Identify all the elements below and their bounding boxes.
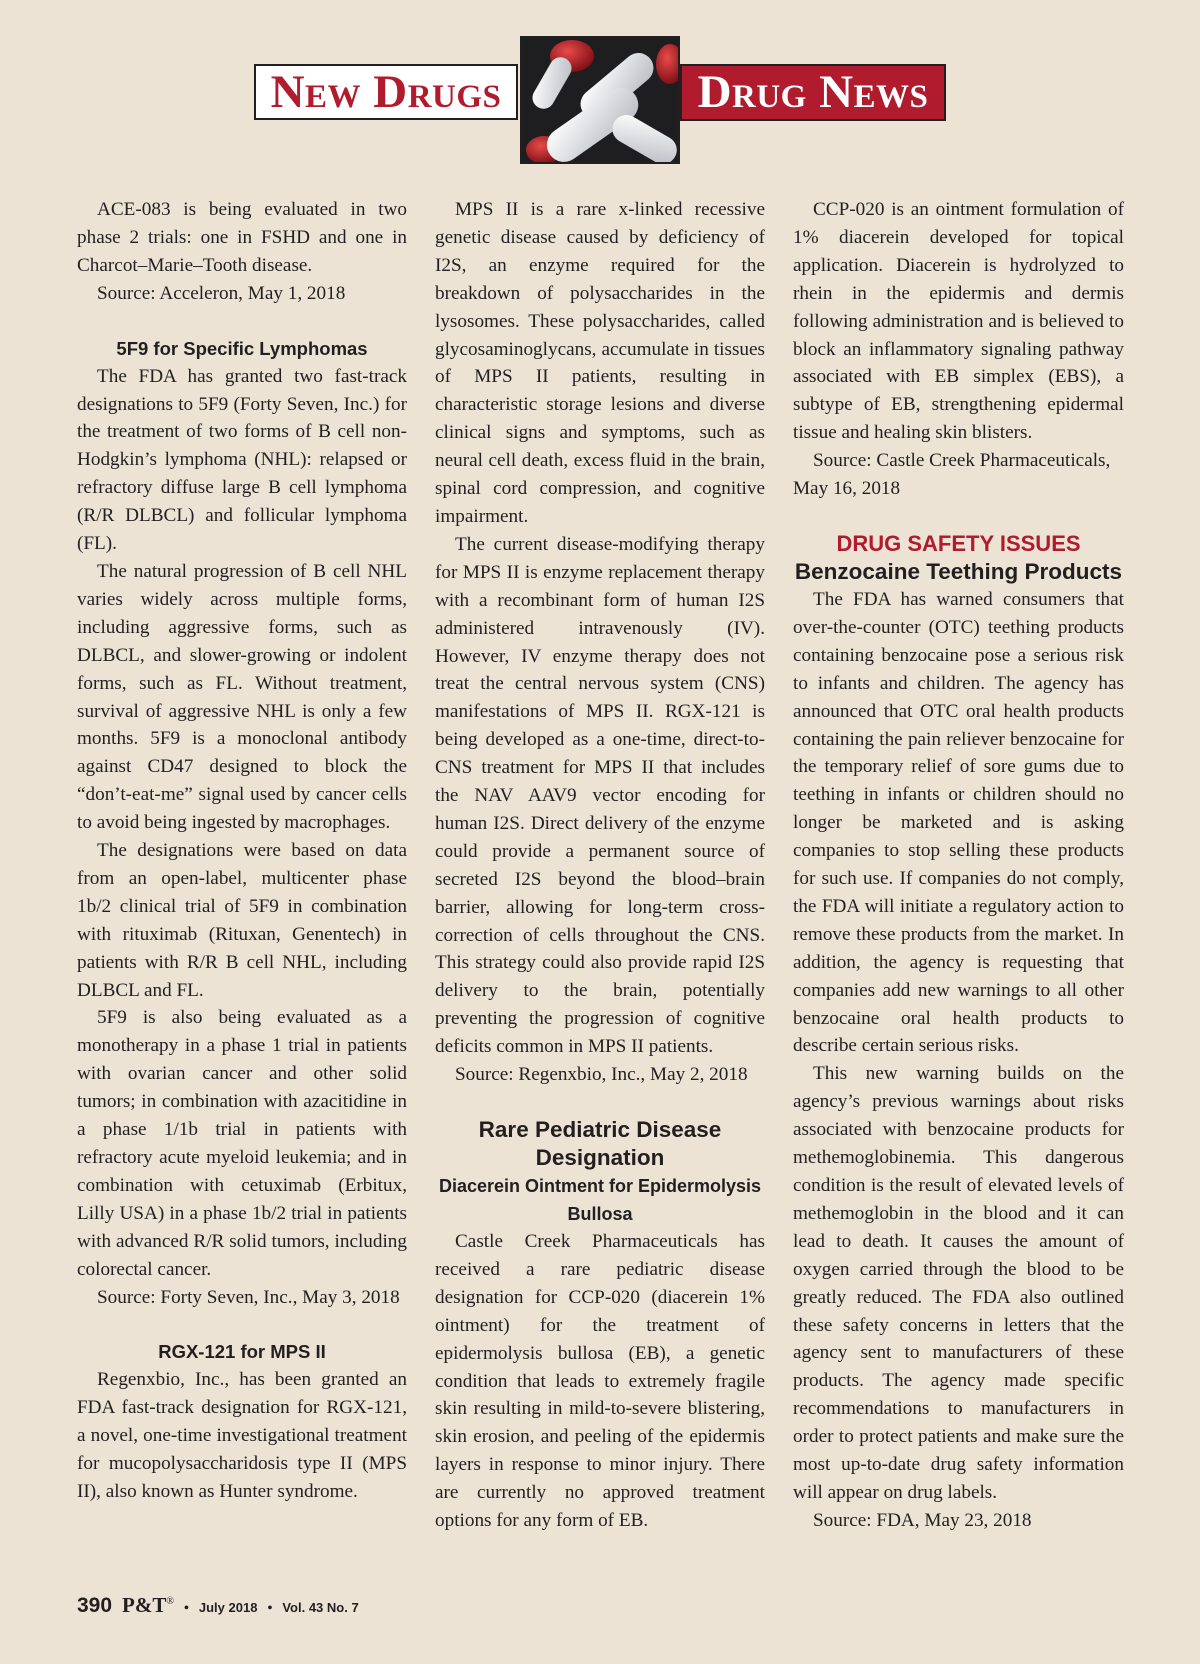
paragraph: This new warning builds on the agency’s previous warnings about risks associated with benzocaine products for methemoglobinemia. This dangerous condition is the result of elevated levels of methemoglobin in the blood and it can lead to death. It causes the amount of oxygen carried through the blood to be greatly reduced. The FDA also outlined these safety concerns in letters that the agency sent to manufacturers of these products. The agency made specific recommendations to manufacturers in order to protect patients and make sure the most up-to-date drug safety information will appear on drug labels. — [793, 1063, 1124, 1503]
paragraph: The current disease-modifying therapy for MPS II is enzyme replacement therapy with a recombinant form of human I2S administered intravenously (IV). However, IV enzyme therapy does not treat the central nervous system (CNS) manifestations of MPS II. RGX-121 is being developed as a one-time, direct-to-CNS treatment for MPS II that includes the NAV AAV9 vector encoding for human I2S. Direct delivery of the enzyme could provide a permanent source of secreted I2S beyond the blood–brain barrier, allowing for long-term cross-correction of cells throughout the CNS. This strategy could also provide rapid I2S delivery to the brain, potentially preventing the progression of cognitive deficits common in MPS II patients. — [435, 533, 765, 1058]
registered-mark: ® — [166, 1596, 174, 1607]
issue-date: July 2018 — [198, 1600, 258, 1615]
paragraph: The FDA has granted two fast-track designations to 5F9 (Forty Seven, Inc.) for the treatment of two forms of B cell non-Hodgkin’s lymphoma (NHL): relapsed or refractory diffuse large B cell lymphoma (R/R DLBCL) and follicular lymphoma (FL). — [77, 365, 407, 555]
volume-issue: Vol. 43 No. 7 — [282, 1600, 359, 1615]
paragraph: The natural progression of B cell NHL varies widely across multiple forms, including aggressive forms, such as DLBCL, and slower-growing or indolent forms, such as FL. Without treatment, survival of aggressive NHL is only a few months. 5F9 is a monoclonal antibody against CD47 designed to block the “don’t-eat-me” signal used by cancer cells to avoid being ingested by macrophages. — [77, 560, 407, 834]
separator: • — [267, 1601, 273, 1616]
subheading-diacerein: Diacerein Ointment for Epidermolysis Bullosa — [438, 1176, 762, 1224]
new-drugs-banner — [254, 64, 518, 120]
source-line: Source: Regenxbio, Inc., May 2, 2018 — [455, 1064, 748, 1086]
paragraph: MPS II is a rare x-linked recessive genetic disease caused by deficiency of I2S, an enzyme required for the breakdown of polysaccharides in the lysosomes. These polysaccharides, called glycosaminoglycans, accumulate in tissues of MPS II patients, resulting in characteristic storage lesions and diverse clinical signs and symptoms, such as neural cell death, excess fluid in the brain, spinal cord compression, and cognitive impairment. — [435, 199, 765, 527]
source-line: Source: Castle Creek Pharmaceuticals, May 16, 2018 — [793, 450, 1111, 500]
section-heading-rare-pediatric: Rare Pediatric Disease Designation — [478, 1117, 722, 1170]
paragraph: Castle Creek Pharmaceuticals has received a rare pediatric disease designation for CCP-020 (diacerein 1% ointment) for the treatment of epidermolysis bullosa (EB), a genetic condition that leads to extremely fragile skin resulting in mild-to-severe blistering, skin erosion, and peeling of the epidermis layers in response to minor injury. There are currently no approved treatment options for any form of EB. — [435, 1231, 765, 1532]
subheading-benzocaine: Benzocaine Teething Products — [794, 558, 1123, 584]
separator: • — [183, 1601, 189, 1616]
page-number: 390 — [77, 1594, 113, 1617]
drug-news-title: Drug News — [697, 66, 929, 118]
source-line: Source: FDA, May 23, 2018 — [813, 1509, 1032, 1531]
column-3 — [793, 196, 1124, 1535]
paragraph: ACE-083 is being evaluated in two phase 2 trials: one in FSHD and one in Charcot–Marie–Tooth disease. — [77, 199, 407, 276]
paragraph: CCP-020 is an ointment formulation of 1% diacerein developed for topical application. Diacerein is hydrolyzed to rhein in the epidermis and dermis following administration and is believed to block an inflammatory signaling pathway associated with EB simplex (EBS), a subtype of EB, strengthening epidermal tissue and healing skin blisters. — [793, 199, 1124, 444]
journal-title: P&T — [122, 1593, 167, 1617]
paragraph: 5F9 is also being evaluated as a monotherapy in a phase 1 trial in patients with ovarian cancer and other solid tumors; in combination with azacitidine in a phase 1/1b trial in patients with refractory acute myeloid leukemia; and in combination with cetuximab (Erbitux, Lilly USA) in a phase 1b/2 trial in patients with advanced R/R solid tumors, including colorectal cancer. — [77, 1007, 407, 1280]
source-line: Source: Acceleron, May 1, 2018 — [97, 282, 346, 304]
journal-name — [122, 1593, 174, 1618]
paragraph: The FDA has warned consumers that over-the-counter (OTC) teething products containing benzocaine pose a serious risk to infants and children. The agency has announced that OTC oral health products containing the pain reliever benzocaine for the temporary relief of sore gums due to teething in infants or children should no longer be marketed and is asking companies to stop selling these products for such use. If companies do not comply, the FDA will initiate a regulatory action to remove these products from the market. In addition, the agency is requesting that companies add new warnings to all other benzocaine oral health products to describe certain serious risks. — [793, 588, 1124, 1057]
section-heading-rgx121: RGX-121 for MPS II — [158, 1341, 326, 1363]
paragraph: Regenxbio, Inc., has been granted an FDA fast-track designation for RGX-121, a novel, one-time investigational treatment for mucopolysaccharidosis type II (MPS II), also known as Hunter syndrome. — [77, 1369, 407, 1503]
masthead — [0, 0, 1200, 170]
new-drugs-title: New Drugs — [270, 65, 502, 118]
source-line: Source: Forty Seven, Inc., May 3, 2018 — [97, 1286, 400, 1308]
pills-photo — [520, 36, 680, 164]
column-1 — [77, 196, 407, 1506]
pills-illustration — [522, 38, 680, 164]
section-heading-5f9: 5F9 for Specific Lymphomas — [116, 337, 368, 359]
drug-news-banner — [680, 64, 946, 121]
paragraph: The designations were based on data from an open-label, multicenter phase 1b/2 clinical trial of 5F9 in combination with rituximab (Rituxan, Genentech) in patients with R/R B cell NHL, including DLBCL and FL. — [77, 840, 407, 1001]
section-heading-drug-safety: DRUG SAFETY ISSUES — [836, 530, 1081, 556]
page-footer — [77, 1593, 359, 1623]
column-2 — [435, 196, 765, 1535]
